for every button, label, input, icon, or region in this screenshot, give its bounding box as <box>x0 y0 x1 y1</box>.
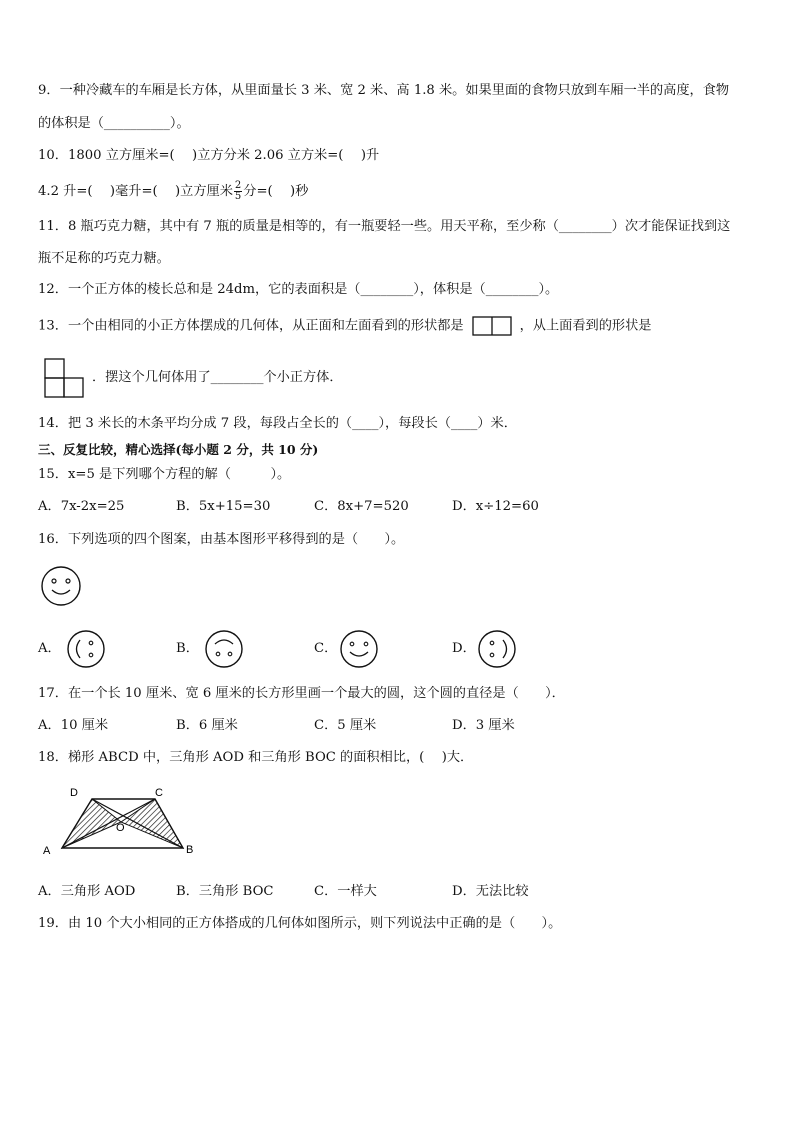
q11-line2: 瓶不足称的巧克力糖。 <box>38 251 170 266</box>
q15-option-b: B．5x+15=30 <box>176 499 271 514</box>
q13-line2: ．摆这个几何体用了________个小正方体． <box>92 370 343 385</box>
q10-frac-den: 5 <box>234 191 242 202</box>
q10-frac-num: 2 <box>234 180 242 191</box>
rotated-smiley-option-d <box>477 629 517 669</box>
q17-option-d: D．3 厘米 <box>452 718 515 733</box>
rotated-smiley-option-a <box>66 629 106 669</box>
q9-line1: 9．一种冷藏车的车厢是长方体，从里面量长 3 米、宽 2 米、高 1.8 米。如果里面的食物只放到车厢一半的高度，食物 <box>38 83 730 98</box>
q16-label-b: B． <box>176 641 199 656</box>
q13-line1 <box>38 316 651 336</box>
q16-stem: 16．下列选项的四个图案，由基本图形平移得到的是（ ）。 <box>38 532 405 547</box>
smiley-face-base-figure <box>40 565 82 607</box>
label-c: C <box>155 787 163 799</box>
q19-stem: 19．由 10 个大小相同的正方体搭成的几何体如图所示，则下列说法中正确的是（ ）。 <box>38 916 562 931</box>
q16-label-c: C． <box>314 641 338 656</box>
label-a: A <box>43 845 51 857</box>
q15-option-d: D．x÷12=60 <box>452 499 539 514</box>
q18-option-a: A．三角形 AOD <box>38 884 136 899</box>
q10-line2 <box>38 181 308 202</box>
q16-label-d: D． <box>452 641 476 656</box>
triangle-boc-hatched <box>121 799 183 848</box>
q10-line1: 10．1800 立方厘米=( )立方分米 2.06 立方米=( )升 <box>38 148 380 163</box>
section3-title: 三、反复比较，精心选择(每小题 2 分，共 10 分) <box>38 442 319 457</box>
two-square-front-view <box>472 316 512 336</box>
label-o: O <box>116 822 125 834</box>
q10-line2-b: 分=( )秒 <box>243 184 309 199</box>
q18-option-d: D．无法比较 <box>452 884 529 899</box>
top-view-l-shape <box>44 358 84 398</box>
q17-stem: 17．在一个长 10 厘米、宽 6 厘米的长方形里画一个最大的圆，这个圆的直径是（ ）． <box>38 686 565 701</box>
q17-option-c: C．5 厘米 <box>314 718 377 733</box>
q13-line1-b: ，从上面看到的形状是 <box>519 318 652 334</box>
q17-option-b: B．6 厘米 <box>176 718 238 733</box>
q12-line1: 12．一个正方体的棱长总和是 24dm，它的表面积是（________），体积是（________）。 <box>38 282 559 297</box>
q13-line1-a: 13．一个由相同的小正方体摆成的几何体，从正面和左面看到的形状都是 <box>38 318 464 334</box>
q14-line1: 14．把 3 米长的木条平均分成 7 段，每段占全长的（____），每段长（____）米． <box>38 416 517 431</box>
q17-option-a: A．10 厘米 <box>38 718 109 733</box>
q11-line1: 11．8 瓶巧克力糖，其中有 7 瓶的质量是相等的，有一瓶要轻一些。用天平称，至少称（________）次才能保证找到这 <box>38 219 731 234</box>
q18-stem: 18．梯形 ABCD 中，三角形 AOD 和三角形 BOC 的面积相比，( )大． <box>38 750 474 765</box>
q9-line2: 的体积是（__________）。 <box>38 116 190 131</box>
q10-line2-a: 4.2 升=( )毫升=( )立方厘米 <box>38 184 233 199</box>
q15-option-a: A．7x-2x=25 <box>38 499 125 514</box>
trapezoid-abcd-diagram <box>40 784 210 860</box>
label-d: D <box>70 787 78 799</box>
smiley-option-c <box>339 629 379 669</box>
triangle-aod-hatched <box>62 799 121 848</box>
q18-option-c: C．一样大 <box>314 884 377 899</box>
q10-fraction <box>234 181 242 202</box>
q15-stem: 15．x=5 是下列哪个方程的解（ ）。 <box>38 467 291 482</box>
q15-option-c: C．8x+7=520 <box>314 499 409 514</box>
q16-label-a: A． <box>38 641 61 656</box>
q18-option-b: B．三角形 BOC <box>176 884 274 899</box>
label-b: B <box>186 844 194 856</box>
rotated-smiley-option-b <box>204 629 244 669</box>
